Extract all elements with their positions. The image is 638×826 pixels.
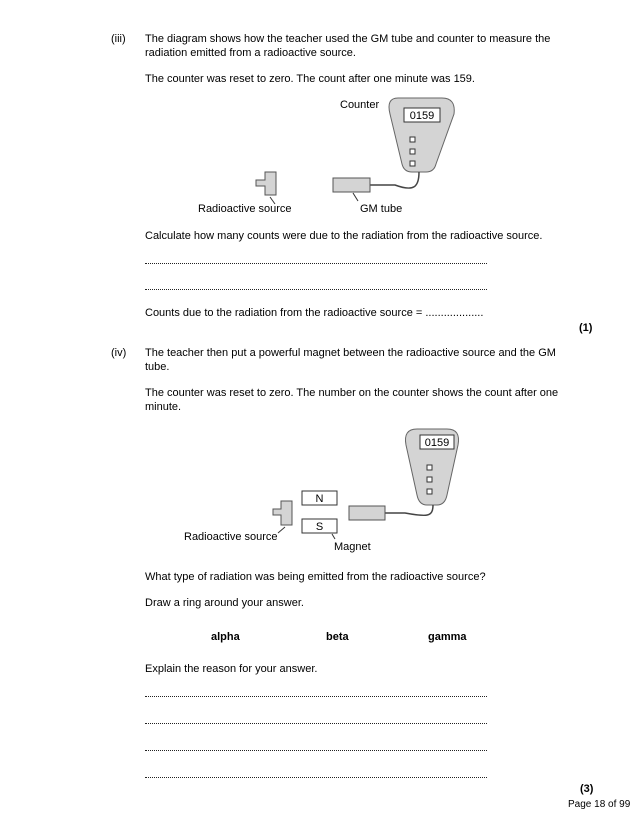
answer-line[interactable] [145,255,487,264]
gm-cable [385,505,433,515]
part-iii-marks: (1) [579,322,593,334]
gm-tube [349,506,385,520]
counter-display-text: 0159 [409,110,435,122]
counter-button-3 [410,161,415,166]
part-iv-intro-line2: tube. [145,361,170,373]
page-number: Page 18 of 99 [568,799,631,810]
magnet-label: Magnet [334,541,371,553]
part-iv-marks: (3) [580,783,594,795]
radioactive-source-label: Radioactive source [184,531,278,543]
counter-button-3 [427,489,432,494]
radioactive-source-label: Radioactive source [198,203,292,215]
part-iv-intro-line1: The teacher then put a powerful magnet between the radioactive source and the GM [145,347,556,359]
part-iii-label: (iii) [111,33,126,45]
option-gamma[interactable]: gamma [428,631,467,643]
magnet-north-text: N [315,493,324,505]
part-iv-label: (iv) [111,347,127,359]
counter-display-text: 0159 [424,437,450,449]
part-iv-reset-line1: The counter was reset to zero. The number on the counter shows the count after one [145,387,559,399]
answer-line[interactable] [145,281,487,290]
source-pointer [278,527,285,533]
answer-line[interactable] [145,715,487,724]
radioactive-source [273,501,292,525]
gm-tube-label: GM tube [360,203,403,215]
counter-button-1 [427,465,432,470]
counter-button-2 [410,149,415,154]
part-iv-question: What type of radiation was being emitted from the radioactive source? [145,571,486,583]
answer-line[interactable] [145,688,487,697]
magnet-pointer [332,534,335,539]
counter-button-2 [427,477,432,482]
part-iii-intro-line1: The diagram shows how the teacher used the GM tube and counter to measure the [145,33,551,45]
part-iv-reset-line2: minute. [145,401,182,413]
part-iv-explain: Explain the reason for your answer. [145,663,318,675]
part-iii-intro-line2: radiation emitted from a radioactive source. [145,47,356,59]
magnet-south-text: S [315,521,324,533]
gm-tube-diagram-1 [190,92,480,217]
option-alpha[interactable]: alpha [211,631,240,643]
answer-line[interactable] [145,769,487,778]
option-beta[interactable]: beta [326,631,349,643]
part-iv-instruction: Draw a ring around your answer. [145,597,304,609]
gm-tube [333,178,370,192]
radioactive-source [256,172,276,195]
gm-tube-diagram-2 [175,425,475,557]
tube-pointer [353,193,358,201]
part-iii-answer-label: Counts due to the radiation from the radioactive source = ................... [145,307,484,319]
counter-button-1 [410,137,415,142]
part-iii-question: Calculate how many counts were due to the radiation from the radioactive source. [145,230,543,242]
gm-cable [370,172,419,188]
answer-line[interactable] [145,742,487,751]
counter-label: Counter [340,99,380,111]
part-iii-reset-text: The counter was reset to zero. The count after one minute was 159. [145,73,475,85]
